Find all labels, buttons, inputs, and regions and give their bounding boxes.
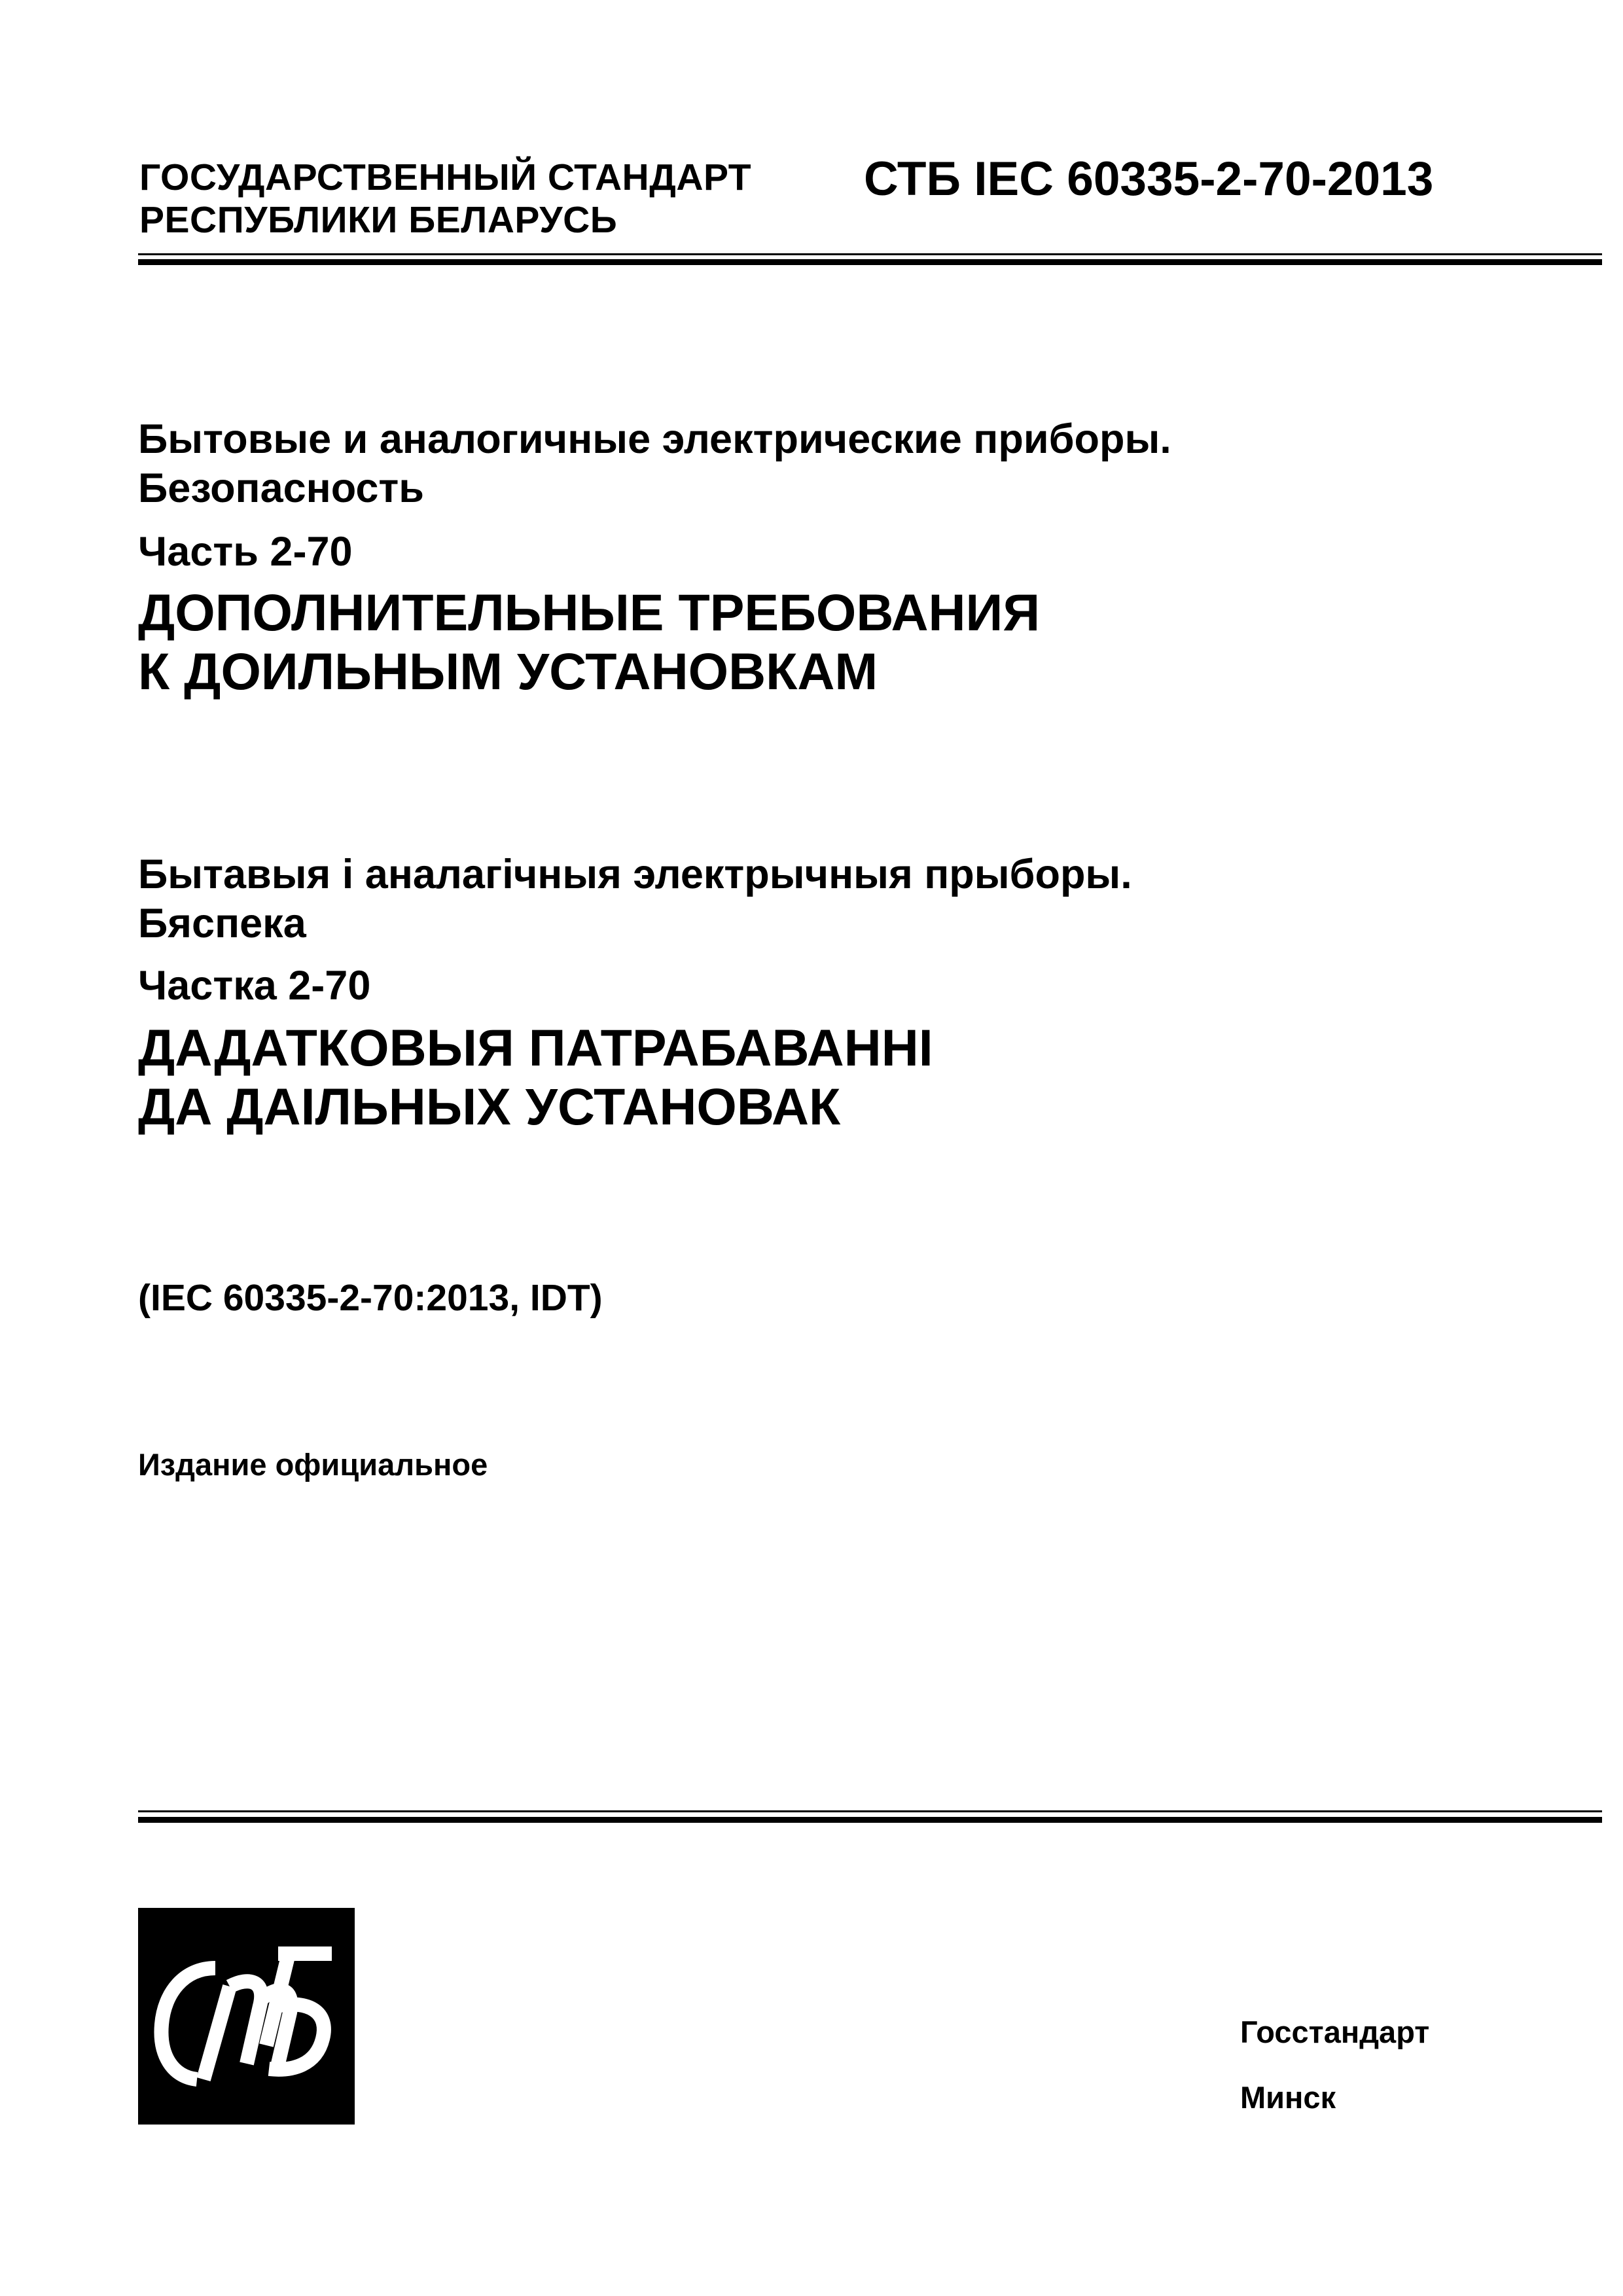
header-org-line1: ГОСУДАРСТВЕННЫЙ СТАНДАРТ [139,156,752,198]
ru-part: Часть 2-70 [138,529,353,575]
footer-rule-thick [138,1817,1602,1823]
footer-rule-thin [138,1810,1602,1812]
ru-title-line1: Бытовые и аналогичные электрические приборы. [138,416,1171,462]
ru-subtitle-line1: ДОПОЛНИТЕЛЬНЫЕ ТРЕБОВАНИЯ [138,583,1041,641]
stb-logo [138,1908,355,2125]
header-rule-thick [138,259,1602,265]
publisher: Госстандарт [1240,2015,1430,2049]
stb-logo-mark-icon [138,1908,355,2125]
standard-number: СТБ IEC 60335-2-70-2013 [864,152,1434,206]
be-title-line2: Бяспека [138,901,306,946]
iec-reference: (IEC 60335-2-70:2013, IDT) [138,1277,603,1319]
ru-subtitle-line2: К ДОИЛЬНЫМ УСТАНОВКАМ [138,642,878,700]
be-part: Частка 2-70 [138,963,371,1009]
be-subtitle-line1: ДАДАТКОВЫЯ ПАТРАБАВАННІ [138,1018,933,1077]
city: Минск [1240,2080,1336,2115]
edition-note: Издание официальное [138,1447,488,1482]
ru-title-line2: Безопасность [138,465,425,511]
be-title-line1: Бытавыя і аналагічныя электрычныя прыборы. [138,852,1132,897]
header-org-line2: РЕСПУБЛИКИ БЕЛАРУСЬ [139,199,618,241]
be-subtitle-line2: ДА ДАІЛЬНЫХ УСТАНОВАК [138,1077,841,1136]
header-rule-thin [138,253,1602,255]
